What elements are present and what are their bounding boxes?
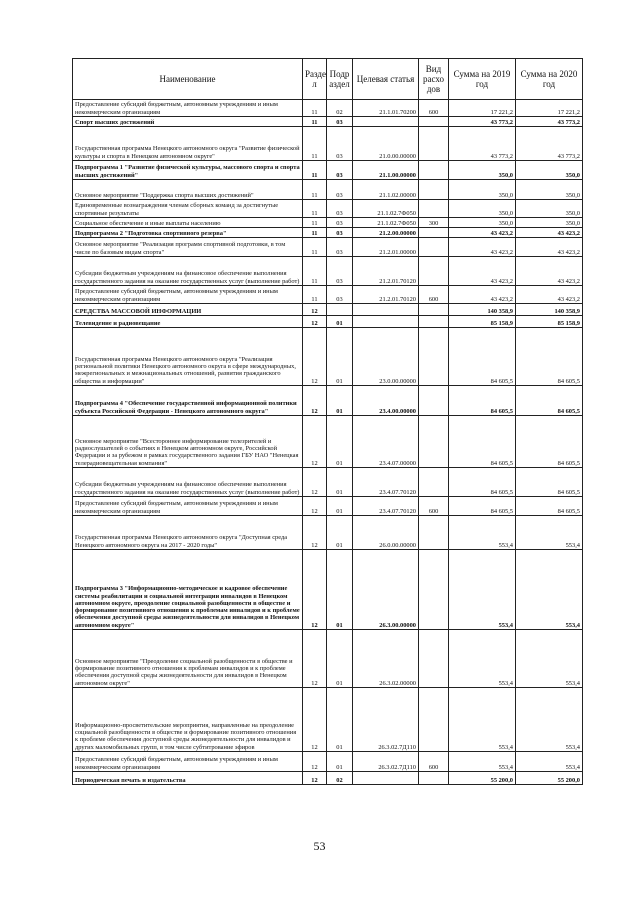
row-section: 11 <box>303 127 327 161</box>
row-target: 26.3.02.7Д110 <box>353 688 419 752</box>
row-name: Субсидии бюджетным учреждениям на финансовое обеспечение выполнения государственного задания на оказание государственных услуг (выполнение работ) <box>73 468 303 497</box>
row-sum-2020: 85 158,9 <box>516 316 583 328</box>
row-subsection: 02 <box>327 772 353 785</box>
row-target: 21.1.01.70200 <box>353 100 419 117</box>
row-section: 12 <box>303 328 327 386</box>
header-section: Разде л <box>303 59 327 100</box>
row-sum-2019: 553,4 <box>449 688 516 752</box>
row-expense-type <box>419 161 449 180</box>
table-row <box>73 238 583 257</box>
table-row <box>73 180 583 200</box>
row-name: Подпрограмма 4 "Обеспечение государственной информационной политики субъекта Российской Федерации - Ненецкого автономного округа" <box>73 386 303 416</box>
row-subsection: 03 <box>327 200 353 218</box>
table-body <box>73 100 583 785</box>
row-section: 11 <box>303 238 327 257</box>
row-expense-type <box>419 468 449 497</box>
row-name: Предоставление субсидий бюджетным, автономным учреждениям и иным некоммерческим организациям <box>73 286 303 304</box>
header-target-article: Целевая статья <box>353 59 419 100</box>
table-row <box>73 550 583 630</box>
row-sum-2020: 84 605,5 <box>516 416 583 468</box>
row-name: Основное мероприятие "Реализация программ спортивной подготовки, в том числе по базовым видам спорта" <box>73 238 303 257</box>
row-section: 12 <box>303 316 327 328</box>
row-section: 12 <box>303 304 327 316</box>
table-row <box>73 497 583 516</box>
row-target: 23.0.00.00000 <box>353 328 419 386</box>
row-sum-2020: 553,4 <box>516 550 583 630</box>
table-row <box>73 304 583 316</box>
row-sum-2019: 43 423,2 <box>449 238 516 257</box>
row-section: 12 <box>303 497 327 516</box>
table-row <box>73 688 583 752</box>
budget-table <box>72 58 583 785</box>
row-name: Телевидение и радиовещание <box>73 316 303 328</box>
row-sum-2019: 84 605,5 <box>449 468 516 497</box>
row-sum-2019: 553,4 <box>449 752 516 772</box>
row-subsection: 03 <box>327 228 353 238</box>
row-name: СРЕДСТВА МАССОВОЙ ИНФОРМАЦИИ <box>73 304 303 316</box>
row-name: Предоставление субсидий бюджетным, автономным учреждениям и иным некоммерческим организациям <box>73 752 303 772</box>
row-sum-2019: 85 158,9 <box>449 316 516 328</box>
row-sum-2020: 140 358,9 <box>516 304 583 316</box>
row-expense-type <box>419 127 449 161</box>
row-target: 26.0.00.00000 <box>353 516 419 550</box>
row-section: 11 <box>303 286 327 304</box>
row-section: 12 <box>303 516 327 550</box>
header-expense-type: Вид расхо дов <box>419 59 449 100</box>
row-name: Подпрограмма 2 "Подготовка спортивного резерва" <box>73 228 303 238</box>
row-subsection: 01 <box>327 416 353 468</box>
row-subsection: 03 <box>327 161 353 180</box>
row-sum-2020: 350,0 <box>516 180 583 200</box>
row-section: 12 <box>303 772 327 785</box>
row-sum-2020: 43 423,2 <box>516 238 583 257</box>
row-section: 11 <box>303 218 327 228</box>
row-name: Основное мероприятие "Всестороннее информирование телезрителей и радиослушателей о событиях в Ненецком автономном округе, Российской Федерации и за рубежом в рамках государственного задания ГБУ НАО "Ненецкая телерадиовещательная компания" <box>73 416 303 468</box>
table-row <box>73 127 583 161</box>
row-section: 11 <box>303 180 327 200</box>
row-sum-2020: 553,4 <box>516 516 583 550</box>
row-subsection: 01 <box>327 386 353 416</box>
row-expense-type <box>419 550 449 630</box>
row-sum-2019: 55 200,0 <box>449 772 516 785</box>
row-sum-2020: 350,0 <box>516 200 583 218</box>
header-sum-2019: Сумма на 2019 год <box>449 59 516 100</box>
row-expense-type <box>419 304 449 316</box>
table-row <box>73 752 583 772</box>
row-subsection: 01 <box>327 630 353 688</box>
row-target: 26.3.02.00000 <box>353 630 419 688</box>
row-expense-type <box>419 200 449 218</box>
row-subsection: 01 <box>327 550 353 630</box>
table-row <box>73 286 583 304</box>
row-subsection: 01 <box>327 468 353 497</box>
table-row <box>73 416 583 468</box>
row-sum-2019: 140 358,9 <box>449 304 516 316</box>
row-sum-2020: 553,4 <box>516 688 583 752</box>
row-name: Основное мероприятие "Преодоление социальной разобщенности в обществе и формирование позитивного отношения к проблемам инвалидов и к проблеме обеспечения доступной среды жизнедеятельности для инвалидов в Ненецком автономном округе" <box>73 630 303 688</box>
row-section: 12 <box>303 386 327 416</box>
row-sum-2020: 553,4 <box>516 752 583 772</box>
header-sum-2020: Сумма на 2020 год <box>516 59 583 100</box>
table-row <box>73 218 583 228</box>
row-target: 23.4.00.00000 <box>353 386 419 416</box>
row-section: 12 <box>303 468 327 497</box>
header-subsection: Подр аздел <box>327 59 353 100</box>
table-row <box>73 316 583 328</box>
row-section: 12 <box>303 416 327 468</box>
row-sum-2019: 553,4 <box>449 516 516 550</box>
row-target: 21.2.00.00000 <box>353 228 419 238</box>
row-name: Предоставление субсидий бюджетным, автономным учреждениям и иным некоммерческим организациям <box>73 100 303 117</box>
table-row <box>73 516 583 550</box>
row-target <box>353 117 419 127</box>
row-expense-type <box>419 630 449 688</box>
row-target <box>353 304 419 316</box>
row-target: 21.1.00.00000 <box>353 161 419 180</box>
row-expense-type <box>419 238 449 257</box>
row-target <box>353 772 419 785</box>
row-target: 26.3.02.7Д110 <box>353 752 419 772</box>
row-subsection: 03 <box>327 127 353 161</box>
row-expense-type <box>419 416 449 468</box>
row-sum-2019: 43 423,2 <box>449 257 516 286</box>
row-expense-type: 600 <box>419 286 449 304</box>
row-name: Периодическая печать и издательства <box>73 772 303 785</box>
row-subsection: 01 <box>327 316 353 328</box>
row-expense-type <box>419 772 449 785</box>
row-subsection: 02 <box>327 100 353 117</box>
table-row <box>73 161 583 180</box>
row-name: Государственная программа Ненецкого автономного округа "Доступная среда Ненецкого автономного округа на 2017 - 2020 годы" <box>73 516 303 550</box>
row-subsection: 03 <box>327 218 353 228</box>
table-row <box>73 200 583 218</box>
row-sum-2019: 84 605,5 <box>449 497 516 516</box>
row-sum-2019: 84 605,5 <box>449 416 516 468</box>
row-target: 21.2.01.70120 <box>353 286 419 304</box>
row-name: Единовременные вознаграждения членам сборных команд за достигнутые спортивные результаты <box>73 200 303 218</box>
table-row <box>73 257 583 286</box>
row-subsection: 01 <box>327 688 353 752</box>
row-target: 21.1.02.7Ф050 <box>353 218 419 228</box>
row-name: Подпрограмма 3 "Информационно-методическое и кадровое обеспечение системы реабилитации и социальной интеграции инвалидов в Ненецком автономном округе, преодоление социальной разобщенности в обществе и формирование позитивного отношения к проблемам инвалидов и к проблеме обеспечения доступной среды жизнедеятельности для инвалидов в Ненецком автономном округе" <box>73 550 303 630</box>
row-target: 23.4.07.70120 <box>353 468 419 497</box>
table-row <box>73 630 583 688</box>
row-sum-2019: 43 423,2 <box>449 228 516 238</box>
row-sum-2020: 84 605,5 <box>516 497 583 516</box>
row-sum-2019: 84 605,5 <box>449 386 516 416</box>
row-target: 26.3.00.00000 <box>353 550 419 630</box>
row-subsection: 03 <box>327 117 353 127</box>
row-sum-2020: 43 423,2 <box>516 228 583 238</box>
row-name: Государственная программа Ненецкого автономного округа "Реализация региональной политики Ненецкого автономного округа в сфере международных, межрегиональных и межнациональных отношений, развития гражданского общества и информации" <box>73 328 303 386</box>
row-expense-type: 300 <box>419 218 449 228</box>
row-sum-2020: 43 423,2 <box>516 257 583 286</box>
row-section: 11 <box>303 257 327 286</box>
row-name: Основное мероприятие "Поддержка спорта высших достижений" <box>73 180 303 200</box>
row-target: 21.1.02.7Ф050 <box>353 200 419 218</box>
header-name: Наименование <box>73 59 303 100</box>
row-expense-type: 600 <box>419 100 449 117</box>
row-name: Социальное обеспечение и иные выплаты населению <box>73 218 303 228</box>
row-section: 11 <box>303 161 327 180</box>
row-sum-2020: 553,4 <box>516 630 583 688</box>
row-subsection: 03 <box>327 238 353 257</box>
row-subsection: 03 <box>327 257 353 286</box>
row-expense-type: 600 <box>419 497 449 516</box>
row-target <box>353 316 419 328</box>
row-subsection: 01 <box>327 328 353 386</box>
row-subsection: 03 <box>327 286 353 304</box>
row-section: 12 <box>303 688 327 752</box>
row-name: Информационно-просветительские мероприятия, направленные на преодоление социальной разобщенности в обществе и формирование позитивного отношения к проблеме обеспечения доступной среды жизнедеятельности для инвалидов и других маломобильных групп, в том числе субтитрование эфиров <box>73 688 303 752</box>
row-section: 12 <box>303 630 327 688</box>
row-target: 23.4.07.70120 <box>353 497 419 516</box>
row-sum-2020: 350,0 <box>516 218 583 228</box>
row-section: 12 <box>303 752 327 772</box>
row-sum-2020: 350,0 <box>516 161 583 180</box>
row-subsection: 01 <box>327 497 353 516</box>
row-section: 11 <box>303 200 327 218</box>
row-expense-type <box>419 180 449 200</box>
row-sum-2020: 84 605,5 <box>516 328 583 386</box>
row-sum-2019: 17 221,2 <box>449 100 516 117</box>
row-section: 11 <box>303 100 327 117</box>
table-row <box>73 386 583 416</box>
table-row <box>73 100 583 117</box>
table-row <box>73 328 583 386</box>
row-section: 11 <box>303 228 327 238</box>
row-subsection: 01 <box>327 752 353 772</box>
row-subsection: 01 <box>327 516 353 550</box>
row-sum-2020: 43 773,2 <box>516 117 583 127</box>
row-sum-2019: 43 773,2 <box>449 117 516 127</box>
row-sum-2019: 553,4 <box>449 630 516 688</box>
row-sum-2019: 350,0 <box>449 161 516 180</box>
row-sum-2020: 43 773,2 <box>516 127 583 161</box>
table-row <box>73 772 583 785</box>
table-header-row <box>73 59 583 100</box>
row-sum-2019: 43 423,2 <box>449 286 516 304</box>
row-target: 21.2.01.00000 <box>353 238 419 257</box>
row-sum-2020: 43 423,2 <box>516 286 583 304</box>
row-target: 21.1.02.00000 <box>353 180 419 200</box>
row-name: Предоставление субсидий бюджетным, автономным учреждениям и иным некоммерческим организациям <box>73 497 303 516</box>
row-expense-type <box>419 386 449 416</box>
row-sum-2019: 350,0 <box>449 180 516 200</box>
row-target: 23.4.07.00000 <box>353 416 419 468</box>
row-sum-2019: 350,0 <box>449 218 516 228</box>
row-expense-type: 600 <box>419 752 449 772</box>
table-row <box>73 468 583 497</box>
row-sum-2020: 55 200,0 <box>516 772 583 785</box>
row-sum-2019: 84 605,5 <box>449 328 516 386</box>
row-section: 12 <box>303 550 327 630</box>
row-expense-type <box>419 117 449 127</box>
row-expense-type <box>419 688 449 752</box>
row-target: 21.2.01.70120 <box>353 257 419 286</box>
row-target: 21.0.00.00000 <box>353 127 419 161</box>
page-number: 53 <box>313 839 326 853</box>
row-sum-2019: 350,0 <box>449 200 516 218</box>
row-sum-2019: 553,4 <box>449 550 516 630</box>
row-name: Подпрограмма 1 "Развитие физической культуры, массового спорта и спорта высших достижений" <box>73 161 303 180</box>
row-name: Государственная программа Ненецкого автономного округа "Развитие физической культуры и спорта в Ненецком автономном округе" <box>73 127 303 161</box>
row-name: Субсидии бюджетным учреждениям на финансовое обеспечение выполнения государственного задания на оказание государственных услуг (выполнение работ) <box>73 257 303 286</box>
row-expense-type <box>419 328 449 386</box>
row-expense-type <box>419 257 449 286</box>
row-expense-type <box>419 228 449 238</box>
row-sum-2020: 17 221,2 <box>516 100 583 117</box>
row-subsection: 03 <box>327 180 353 200</box>
row-expense-type <box>419 316 449 328</box>
row-sum-2020: 84 605,5 <box>516 468 583 497</box>
row-sum-2019: 43 773,2 <box>449 127 516 161</box>
row-section: 11 <box>303 117 327 127</box>
row-subsection <box>327 304 353 316</box>
table-row <box>73 117 583 127</box>
table-row <box>73 228 583 238</box>
row-expense-type <box>419 516 449 550</box>
row-name: Спорт высших достижений <box>73 117 303 127</box>
row-sum-2020: 84 605,5 <box>516 386 583 416</box>
